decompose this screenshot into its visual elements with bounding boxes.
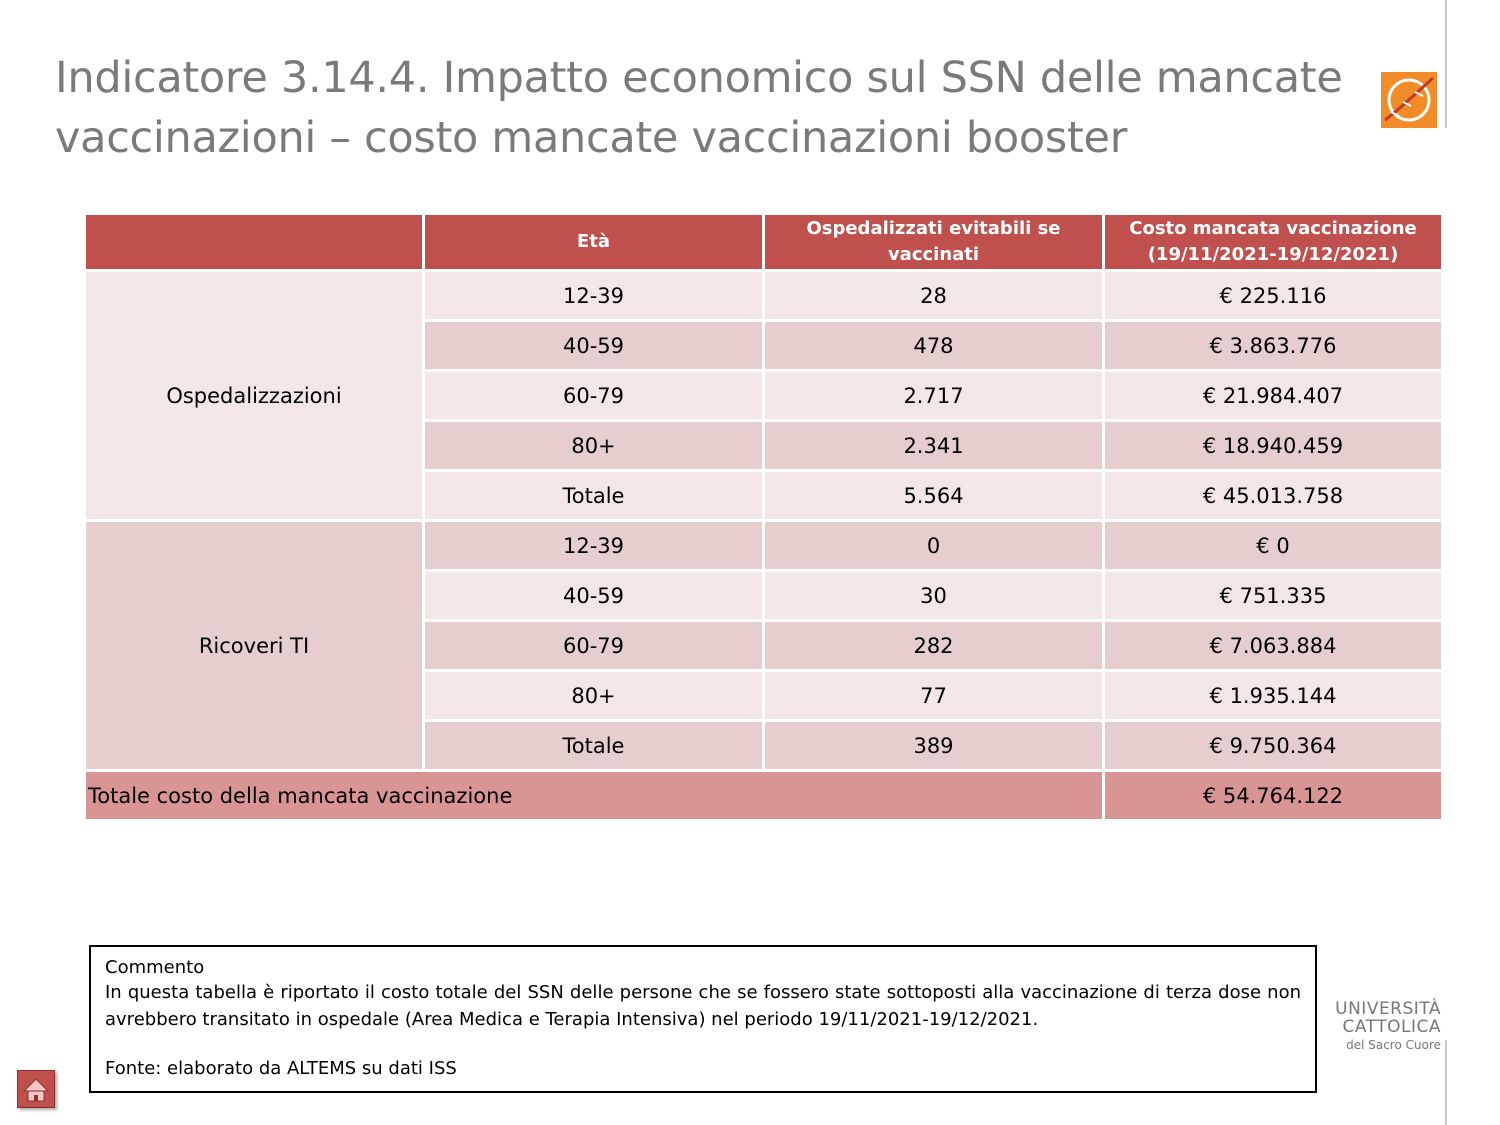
- grand-total-cost: € 54.764.122: [1104, 771, 1443, 821]
- university-logo: [1335, 1000, 1441, 1054]
- university-line-1: UNIVERSITÀ: [1335, 999, 1441, 1019]
- cell-age-total: Totale: [424, 471, 764, 521]
- cost-table: [83, 212, 1444, 822]
- cell-count: 77: [764, 671, 1104, 721]
- cell-cost: € 0: [1104, 521, 1443, 571]
- header-age: Età: [424, 214, 764, 271]
- cell-age: 40-59: [424, 571, 764, 621]
- table-row: [85, 521, 1443, 571]
- altems-logo-icon: [1381, 72, 1437, 128]
- header-cost-line-2: (19/11/2021-19/12/2021): [1147, 244, 1399, 265]
- cell-age: 80+: [424, 671, 764, 721]
- cell-count: 282: [764, 621, 1104, 671]
- cell-count: 0: [764, 521, 1104, 571]
- header-cost: [1104, 214, 1443, 271]
- cell-count: 30: [764, 571, 1104, 621]
- table-header-row: [85, 214, 1443, 271]
- cell-cost: € 7.063.884: [1104, 621, 1443, 671]
- cell-count: 28: [764, 271, 1104, 321]
- home-button[interactable]: [17, 1070, 55, 1108]
- header-category: [85, 214, 424, 271]
- cell-cost-total: € 9.750.364: [1104, 721, 1443, 771]
- comment-heading: Commento: [105, 957, 205, 978]
- cell-age-total: Totale: [424, 721, 764, 771]
- cell-age: 80+: [424, 421, 764, 471]
- cell-cost: € 225.116: [1104, 271, 1443, 321]
- cell-cost: € 1.935.144: [1104, 671, 1443, 721]
- university-line-3: del Sacro Cuore: [1346, 1038, 1441, 1052]
- cell-count: 2.341: [764, 421, 1104, 471]
- title-line-1: Indicatore 3.14.4. Impatto economico sul SSN delle mancate: [55, 53, 1343, 103]
- cell-count-total: 5.564: [764, 471, 1104, 521]
- comment-body: In questa tabella è riportato il costo totale del SSN delle persone che se fossero state sottoposti alla vaccinazione di terza dose non avrebbero transitato in ospedale (Area Medica e Terapia Intensiva) nel periodo 19/11/2021-19/12/2021.: [105, 982, 1301, 1030]
- cell-age: 12-39: [424, 521, 764, 571]
- cell-cost: € 751.335: [1104, 571, 1443, 621]
- university-line-2: CATTOLICA: [1342, 1017, 1441, 1037]
- cell-cost: € 21.984.407: [1104, 371, 1443, 421]
- comment-source: Fonte: elaborato da ALTEMS su dati ISS: [105, 1058, 457, 1079]
- cell-age: 60-79: [424, 371, 764, 421]
- header-cost-line-1: Costo mancata vaccinazione: [1129, 218, 1417, 239]
- grand-total-label: Totale costo della mancata vaccinazione: [85, 771, 1104, 821]
- header-hospitalized: Ospedalizzati evitabili se vaccinati: [764, 214, 1104, 271]
- title-line-2: vaccinazioni – costo mancate vaccinazioni booster: [55, 113, 1128, 163]
- divider-line: [1445, 0, 1447, 128]
- divider-line-bottom: [1445, 1040, 1447, 1125]
- cell-age: 60-79: [424, 621, 764, 671]
- cell-age: 12-39: [424, 271, 764, 321]
- cell-count: 2.717: [764, 371, 1104, 421]
- cell-cost-total: € 45.013.758: [1104, 471, 1443, 521]
- group-label-icu: Ricoveri TI: [85, 521, 424, 771]
- comment-box: [89, 945, 1317, 1093]
- cell-count: 478: [764, 321, 1104, 371]
- page-title: [55, 48, 1355, 168]
- group-label-hospitalizations: Ospedalizzazioni: [85, 271, 424, 521]
- cell-cost: € 18.940.459: [1104, 421, 1443, 471]
- cell-count-total: 389: [764, 721, 1104, 771]
- cell-cost: € 3.863.776: [1104, 321, 1443, 371]
- table-row: [85, 271, 1443, 321]
- home-icon: [18, 1071, 54, 1107]
- cell-age: 40-59: [424, 321, 764, 371]
- table-row-grand-total: [85, 771, 1443, 821]
